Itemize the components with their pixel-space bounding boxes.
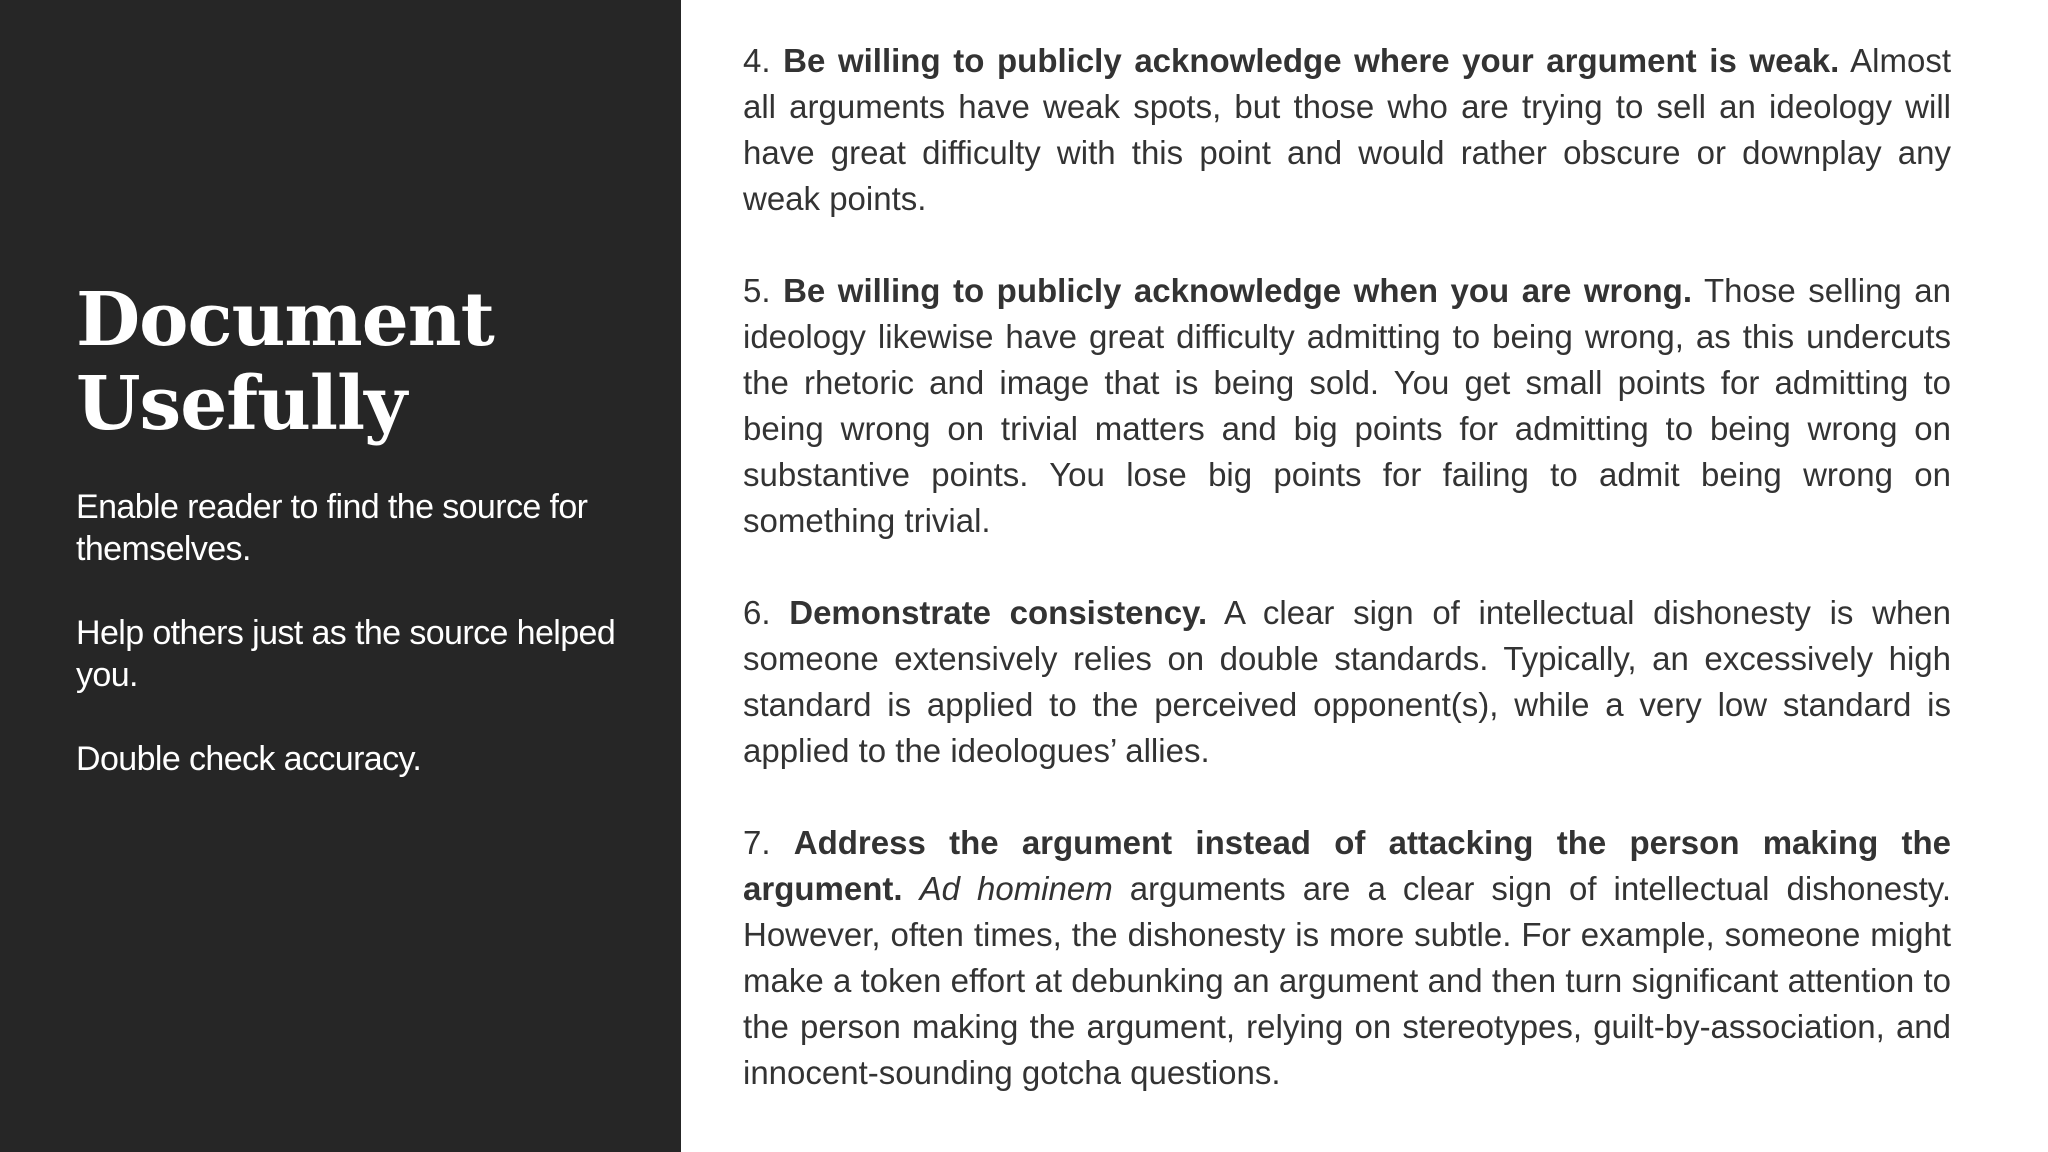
principle-number: 6.: [743, 594, 771, 631]
principle-body: arguments are a clear sign of intellectual dishonesty. However, often times, the dishonesty is more subtle. For example, someone might make a token effort at debunking an argument and then turn significant attention to the person making the argument, relying on stereotypes, guilt-by-association, and innocent-sounding gotcha questions.: [743, 870, 1952, 1091]
principle-number: 7.: [743, 824, 771, 861]
key-point-check-accuracy: Double check accuracy.: [76, 740, 422, 778]
principle-heading: Demonstrate consistency.: [789, 594, 1208, 631]
principle-heading: Address the argument instead of attacking the person making the argument.: [743, 824, 1951, 907]
principle-6: [743, 590, 1951, 774]
principle-emphasis: Ad hominem: [919, 870, 1113, 907]
principle-number: 5.: [743, 272, 771, 309]
principle-7: [743, 820, 1951, 1096]
principle-body: A clear sign of intellectual dishonesty is when someone extensively relies on double standards. Typically, an excessively high standard is applied to the perceived opponent(s), while a very low standard is applied to the ideologues’ allies.: [743, 594, 1952, 769]
principle-4: [743, 38, 1951, 222]
sidebar-panel: [0, 0, 681, 1152]
principle-heading: Be willing to publicly acknowledge when you are wrong.: [783, 272, 1692, 309]
principle-number: 4.: [743, 42, 771, 79]
principle-5: [743, 268, 1951, 544]
principle-body: Almost all arguments have weak spots, but those who are trying to sell an ideology will have great difficulty with this point and would rather obscure or downplay any weak points.: [743, 42, 1951, 217]
key-points: [76, 486, 646, 822]
key-point-find-source: Enable reader to find the source for themselves.: [76, 488, 588, 568]
key-point-help-others: Help others just as the source helped you.: [76, 614, 616, 694]
title-line-1: Document: [76, 277, 494, 363]
principle-heading: Be willing to publicly acknowledge where your argument is weak.: [783, 42, 1840, 79]
principle-body: Those selling an ideology likewise have great difficulty admitting to being wrong, as this undercuts the rhetoric and image that is being sold. You get small points for admitting to being wrong on trivial matters and big points for admitting to being wrong on substantive points. You lose big points for failing to admit being wrong on something trivial.: [743, 272, 1952, 539]
title-line-2: Usefully: [76, 361, 407, 447]
principles-content: [743, 38, 1951, 1142]
slide-title: [76, 278, 656, 446]
